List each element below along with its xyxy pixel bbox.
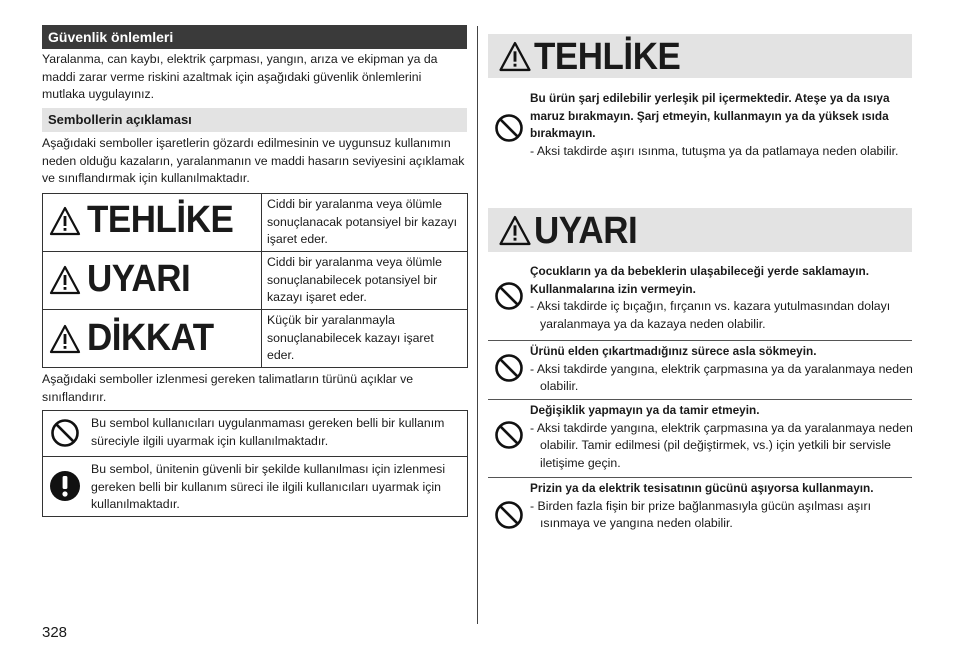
section-title-safety: Güvenlik önlemleri <box>42 25 467 49</box>
warning-item-title <box>530 343 914 396</box>
signal-desc-warning: Ciddi bir yaralanma veya ölümle sonuçlanabilecek potansiyel bir kazayı işaret eder. <box>267 255 442 304</box>
page-number: 328 <box>42 624 68 641</box>
warning-triangle-icon <box>49 206 81 236</box>
safety-intro: Yaralanma, can kaybı, elektrik çarpması, yangın, arıza ve ekipman ya da maddi zarar verme riskini azaltmak için aşağıdaki güvenlik önlemlerini mutlaka uygulayınız. <box>42 52 438 101</box>
warning-triangle-icon <box>498 41 532 72</box>
warning-item-title <box>530 263 914 333</box>
item-bold-text: Bu ürün şarj edilebilir yerleşik pil içermektedir. Ateşe ya da ısıya maruz bırakmayın. Şarj etmeyin, kullanmayın ya da yüksek ısıda bırakmayın. <box>530 91 890 140</box>
prohibition-icon <box>494 500 524 530</box>
signal-row-danger <box>43 194 467 251</box>
danger-heading: TEHLİKE <box>534 36 681 78</box>
warning-item <box>488 477 912 562</box>
prohibition-icon <box>494 281 524 311</box>
signal-row-caution <box>43 309 467 369</box>
prohibition-icon <box>494 420 524 450</box>
item-bold-text: Değişiklik yapmayın ya da tamir etmeyin. <box>530 403 760 417</box>
instruction-symbols-table <box>42 410 468 517</box>
warning-triangle-icon <box>49 324 81 354</box>
signal-word-caution: DİKKAT <box>87 317 214 359</box>
warning-item-title <box>530 402 914 472</box>
column-divider <box>477 26 478 624</box>
warning-header <box>488 208 912 252</box>
instruction-text-prohibition: Bu sembol kullanıcıları uygulanmaması gereken belli bir kullanım süreciyle ilgili uyarmak için kullanılmaktadır. <box>91 416 445 448</box>
item-bold-text: Çocukların ya da bebeklerin ulaşabileceği yerde saklamayın. Kullanmalarına izin vermeyin. <box>530 264 869 296</box>
symbols-intro: Aşağıdaki semboller işaretlerin gözardı edilmesinin ve uygunsuz kullanımın neden olduğu kazaların, yaralanmanın ve maddi hasarın seviyesini açıklamak ve sınıflandırmak için kullanılmaktadır. <box>42 136 465 185</box>
danger-item-title <box>530 90 914 160</box>
item-note-text: - Aksi takdirde yangına, elektrik çarpmasına ya da yaralanmaya neden olabilir. Tamir edilmesi (pil değiştirmek, vs.) için yetkili bir servisle iletişime geçin. <box>530 420 913 470</box>
warning-item-title <box>530 480 914 533</box>
item-bold-text: Prizin ya da elektrik tesisatının gücünü aşıyorsa kullanmayın. <box>530 481 874 495</box>
item-note-text: - Aksi takdirde aşırı ısınma, tutuşma ya da patlamaya neden olabilir. <box>530 143 899 158</box>
danger-items <box>488 88 912 178</box>
symbols-title: Sembollerin açıklaması <box>42 108 467 132</box>
signal-words-table <box>42 193 468 368</box>
item-note-text: - Aksi takdirde yangına, elektrik çarpmasına ya da yaralanmaya neden olabilir. <box>530 361 913 393</box>
instruction-row-mandatory <box>43 456 467 518</box>
warning-triangle-icon <box>498 215 532 246</box>
danger-header <box>488 34 912 78</box>
warning-item <box>488 399 912 478</box>
signal-word-danger: TEHLİKE <box>87 199 234 241</box>
warning-heading: UYARI <box>534 210 638 252</box>
signal-desc-danger: Ciddi bir yaralanma veya ölümle sonuçlanacak potansiyel bir kazayı işaret eder. <box>267 197 458 246</box>
instruction-row-prohibition <box>43 411 467 456</box>
instruction-text-mandatory: Bu sembol, ünitenin güvenli bir şekilde kullanılması için izlenmesi gereken belli bir kullanım süreci ile ilgili kullanıcıları uyarmak için kullanılmaktadır. <box>91 462 446 511</box>
prohibition-icon <box>494 113 524 143</box>
warning-triangle-icon <box>49 265 81 295</box>
item-bold-text: Ürünü elden çıkartmadığınız sürece asla sökmeyin. <box>530 344 817 358</box>
prohibition-icon <box>50 418 80 448</box>
signal-row-warning <box>43 251 467 310</box>
signal-desc-caution: Küçük bir yaralanmayla sonuçlanabilecek kazayı işaret eder. <box>267 313 434 362</box>
prohibition-icon <box>494 353 524 383</box>
warning-item <box>488 340 912 400</box>
warning-items <box>488 261 912 561</box>
item-note-text: - Birden fazla fişin bir prize bağlanmasıyla gücün aşılması aşırı ısınmaya ve yangına neden olabilir. <box>530 498 872 530</box>
signal-word-warning: UYARI <box>87 258 191 300</box>
mandatory-icon <box>49 470 81 502</box>
item-note-text: - Aksi takdirde iç bıçağın, fırçanın vs. kazara yutulmasından dolayı yaralanmaya ya da kazaya neden olabilir. <box>530 299 891 331</box>
danger-item <box>488 88 912 178</box>
warning-item <box>488 261 912 340</box>
instructions-intro: Aşağıdaki semboller izlenmesi gereken talimatların türünü açıklar ve sınıflandırır. <box>42 372 414 404</box>
